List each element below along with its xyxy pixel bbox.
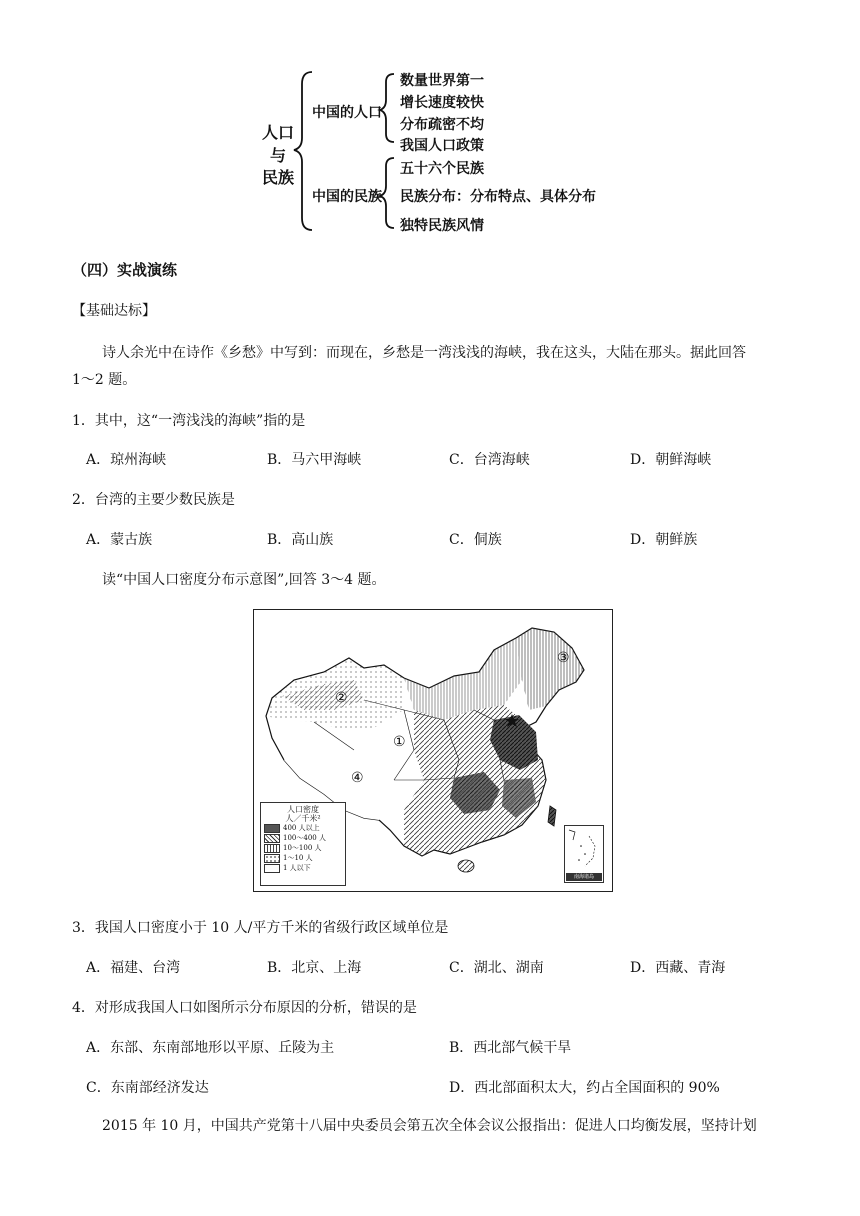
legend-item: 10～100 人 [264, 843, 342, 853]
map-marker-4: ④ [351, 770, 364, 786]
question-1-option-b: B．马六甲海峡 [267, 452, 362, 468]
root-char-1: 人口 [262, 123, 295, 142]
legend-item: 400 人以上 [264, 823, 342, 833]
legend-swatch [264, 844, 280, 853]
legend-swatch [264, 834, 280, 843]
legend-item: 100～400 人 [264, 833, 342, 843]
question-4-option-c: C．东南部经济发达 [86, 1080, 209, 1096]
map-intro: 读“中国人口密度分布示意图”,回答 3～4 题。 [102, 572, 386, 588]
map-marker-3: ③ [557, 650, 570, 666]
intro-paragraph-line1: 诗人余光中在诗作《乡愁》中写到：而现在，乡愁是一湾浅浅的海峡，我在这头，大陆在那头。据此回答 [102, 345, 746, 361]
south-china-sea-inset [564, 825, 604, 883]
question-1-option-d: D．朝鲜海峡 [630, 452, 712, 468]
branch-label-ethnic: 中国的民族 [312, 189, 382, 205]
question-1-option-c: C．台湾海峡 [449, 452, 530, 468]
closing-paragraph: 2015 年 10 月，中国共产党第十八届中央委员会第五次全体会议公报指出：促进人口均衡发展，坚持计划 [102, 1118, 757, 1134]
map-marker-1: ① [393, 734, 406, 750]
question-2-option-b: B．高山族 [267, 532, 334, 548]
branch2-item: 五十六个民族 [400, 161, 484, 177]
branch1-item: 分布疏密不均 [400, 117, 484, 133]
legend-item: 1 人以下 [264, 863, 342, 873]
root-char-2: 与 [270, 146, 287, 165]
question-4-option-b: B．西北部气候干旱 [449, 1040, 572, 1056]
question-3-option-b: B．北京、上海 [267, 960, 362, 976]
question-4-option-d: D．西北部面积太大，约占全国面积的 90% [449, 1080, 720, 1096]
branch2-item: 民族分布：分布特点、具体分布 [400, 189, 596, 205]
inset-caption: 南海诸岛 [566, 873, 602, 881]
inset-islands [565, 826, 603, 874]
question-4-option-a: A．东部、东南部地形以平原、丘陵为主 [86, 1040, 335, 1056]
intro-paragraph-line2: 1～2 题。 [72, 372, 137, 388]
section-title: （四）实战演练 [72, 261, 178, 279]
question-2-option-a: A．蒙古族 [86, 532, 153, 548]
map-marker-2: ② [335, 690, 348, 706]
population-density-map [253, 609, 613, 892]
question-3-stem: 3．我国人口密度小于 10 人/平方千米的省级行政区域单位是 [72, 920, 449, 936]
legend-item: 1～10 人 [264, 853, 342, 863]
question-2-option-c: C．侗族 [449, 532, 502, 548]
branch1-item: 数量世界第一 [400, 73, 484, 89]
branch-label-population: 中国的人口 [312, 105, 382, 121]
mind-map-braces [290, 68, 400, 236]
question-1-stem: 1．其中，这“一湾浅浅的海峡”指的是 [72, 413, 306, 429]
legend-swatch [264, 854, 280, 863]
legend-unit: 人／千米² [285, 814, 321, 823]
legend-title: 人口密度 [287, 805, 319, 814]
question-3-option-a: A．福建、台湾 [86, 960, 181, 976]
legend-swatch [264, 864, 280, 873]
question-1-option-a: A．琼州海峡 [86, 452, 167, 468]
question-4-stem: 4．对形成我国人口如图所示分布原因的分析，错误的是 [72, 1000, 417, 1016]
map-legend [260, 802, 346, 886]
question-3-option-d: D．西藏、青海 [630, 960, 726, 976]
question-2-stem: 2．台湾的主要少数民族是 [72, 492, 235, 508]
branch2-item: 独特民族风情 [400, 218, 484, 234]
branch1-item: 我国人口政策 [400, 138, 484, 154]
subsection-title: 【基础达标】 [72, 303, 156, 319]
branch1-item: 增长速度较快 [400, 95, 484, 111]
question-2-option-d: D．朝鲜族 [630, 532, 698, 548]
legend-swatch [264, 824, 280, 833]
question-3-option-c: C．湖北、湖南 [449, 960, 544, 976]
root-char-3: 民族 [262, 168, 295, 187]
